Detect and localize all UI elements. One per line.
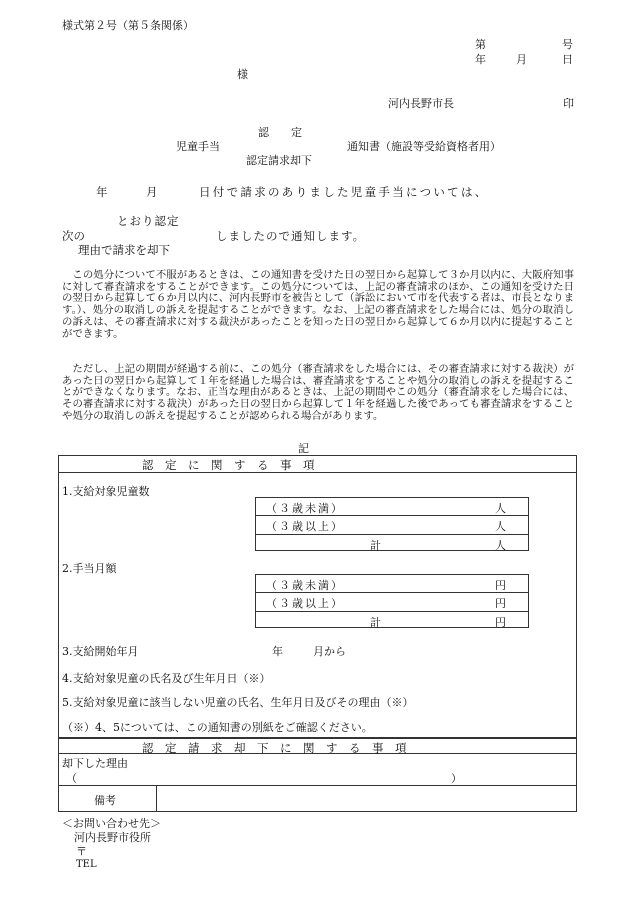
title-main: 通知書（施設等受給資格者用）: [347, 140, 501, 153]
allowance-table: [255, 574, 529, 628]
title-prefix: 児童手当: [176, 140, 220, 153]
total-label: 計: [370, 615, 381, 629]
rejection-reason-label: 却下した理由: [62, 757, 128, 770]
total-unit: 円: [495, 615, 506, 629]
notice-paragraph-2: ただし、上記の期間が経過する前に、この処分（審査請求をした場合には、その審査請求に対する裁決）があった日の翌日から起算して１年を経過した場合は、審査請求をすることや処分の取消しの訴えを提起することができなくなります。なお、正当な理由があるときは、上記の期間やこの処分（審査請求をした場合には、その審査請求に対する裁決）があった日の翌日から起算して１年を経過した後であっても審査請求をすることや処分の取消しの訴えを提起することが認められる場合があります。: [62, 363, 574, 422]
reason-paren-open: （: [66, 772, 77, 785]
item4-label: 4.支給対象児童の氏名及び生年月日（※）: [62, 672, 271, 685]
row-unit: 円: [495, 597, 506, 611]
contact-office: 河内長野市役所: [74, 831, 151, 844]
rejection-heading: 認 定 請 求 却 下 に 関 す る 事 項: [142, 741, 407, 755]
divider: [58, 785, 577, 786]
total-unit: 人: [495, 538, 506, 552]
child-count-table: [255, 497, 529, 551]
intro-line2-prefix: 次の: [62, 229, 85, 243]
intro-month: 月: [146, 185, 163, 199]
row-unit: 人: [495, 502, 506, 515]
reason-paren-close: ）: [451, 772, 462, 785]
intro-option-approve: とおり認定: [117, 214, 180, 228]
item2-label: 2.手当月額: [62, 562, 117, 575]
divider: [156, 785, 157, 812]
date-year: 年: [475, 53, 486, 66]
form-id: 様式第２号（第５条関係）: [62, 19, 194, 32]
item3-year: 年: [272, 645, 283, 658]
row-unit: 人: [495, 520, 506, 534]
issuer: 河内長野市長: [388, 97, 454, 110]
number-label: 第: [475, 38, 486, 51]
intro-year: 年: [96, 185, 113, 199]
item5-label: 5.支給対象児童に該当しない児童の氏名、生年月日及びその理由（※）: [62, 696, 414, 709]
contact-tel: TEL: [76, 859, 97, 870]
item-note: （※）4、5については、この通知書の別紙をご確認ください。: [62, 721, 373, 734]
date-month: 月: [516, 53, 527, 66]
addressee-suffix: 様: [237, 68, 248, 81]
notice-paragraph-1: この処分について不服があるときは、この通知書を受けた日の翌日から起算して３か月以内に、大阪府知事に対して審査請求をすることができます。この処分については、上記の審査請求のほか、この通知を受けた日の翌日から起算して６か月以内に、河内長野市を被告として（訴訟において市を代表する者は、市長となります。）、処分の取消しの訴えを提起することができます。なお、上記の審査請求をした場合には、処分の取消しの訴えは、その審査請求に対する裁決があったことを知った日の翌日から起算して６か月以内に提起することができます。: [62, 269, 574, 340]
intro-line1-rest: 日付で請求のありました児童手当については、: [199, 185, 489, 199]
postal-mark: 〒: [76, 845, 87, 858]
seal-mark: 印: [563, 97, 574, 110]
row-label: （３歳以上）: [266, 520, 344, 534]
date-day: 日: [562, 53, 573, 66]
approval-heading: 認 定 に 関 す る 事 項: [142, 458, 315, 472]
title-option-reject: 認定請求却下: [246, 154, 312, 167]
contact-heading: ＜お問い合わせ先＞: [62, 817, 161, 830]
remarks-label: 備考: [94, 794, 116, 807]
row-label: （３歳以上）: [266, 597, 344, 611]
row-label: （３歳未満）: [266, 579, 344, 592]
intro-line2-suffix: しましたので通知します。: [216, 229, 366, 243]
row-unit: 円: [495, 579, 506, 592]
divider: [58, 472, 577, 473]
item3-label: 3.支給開始年月: [62, 645, 139, 658]
total-label: 計: [370, 538, 381, 552]
intro-option-reject: 理由で請求を却下: [78, 243, 170, 257]
number-suffix: 号: [562, 38, 573, 51]
row-label: （３歳未満）: [266, 502, 344, 515]
item3-month: 月から: [313, 645, 346, 658]
item1-label: 1.支給対象児童数: [62, 485, 150, 498]
title-option-approve: 認 定: [258, 126, 302, 139]
ki-mark: 記: [298, 442, 309, 455]
